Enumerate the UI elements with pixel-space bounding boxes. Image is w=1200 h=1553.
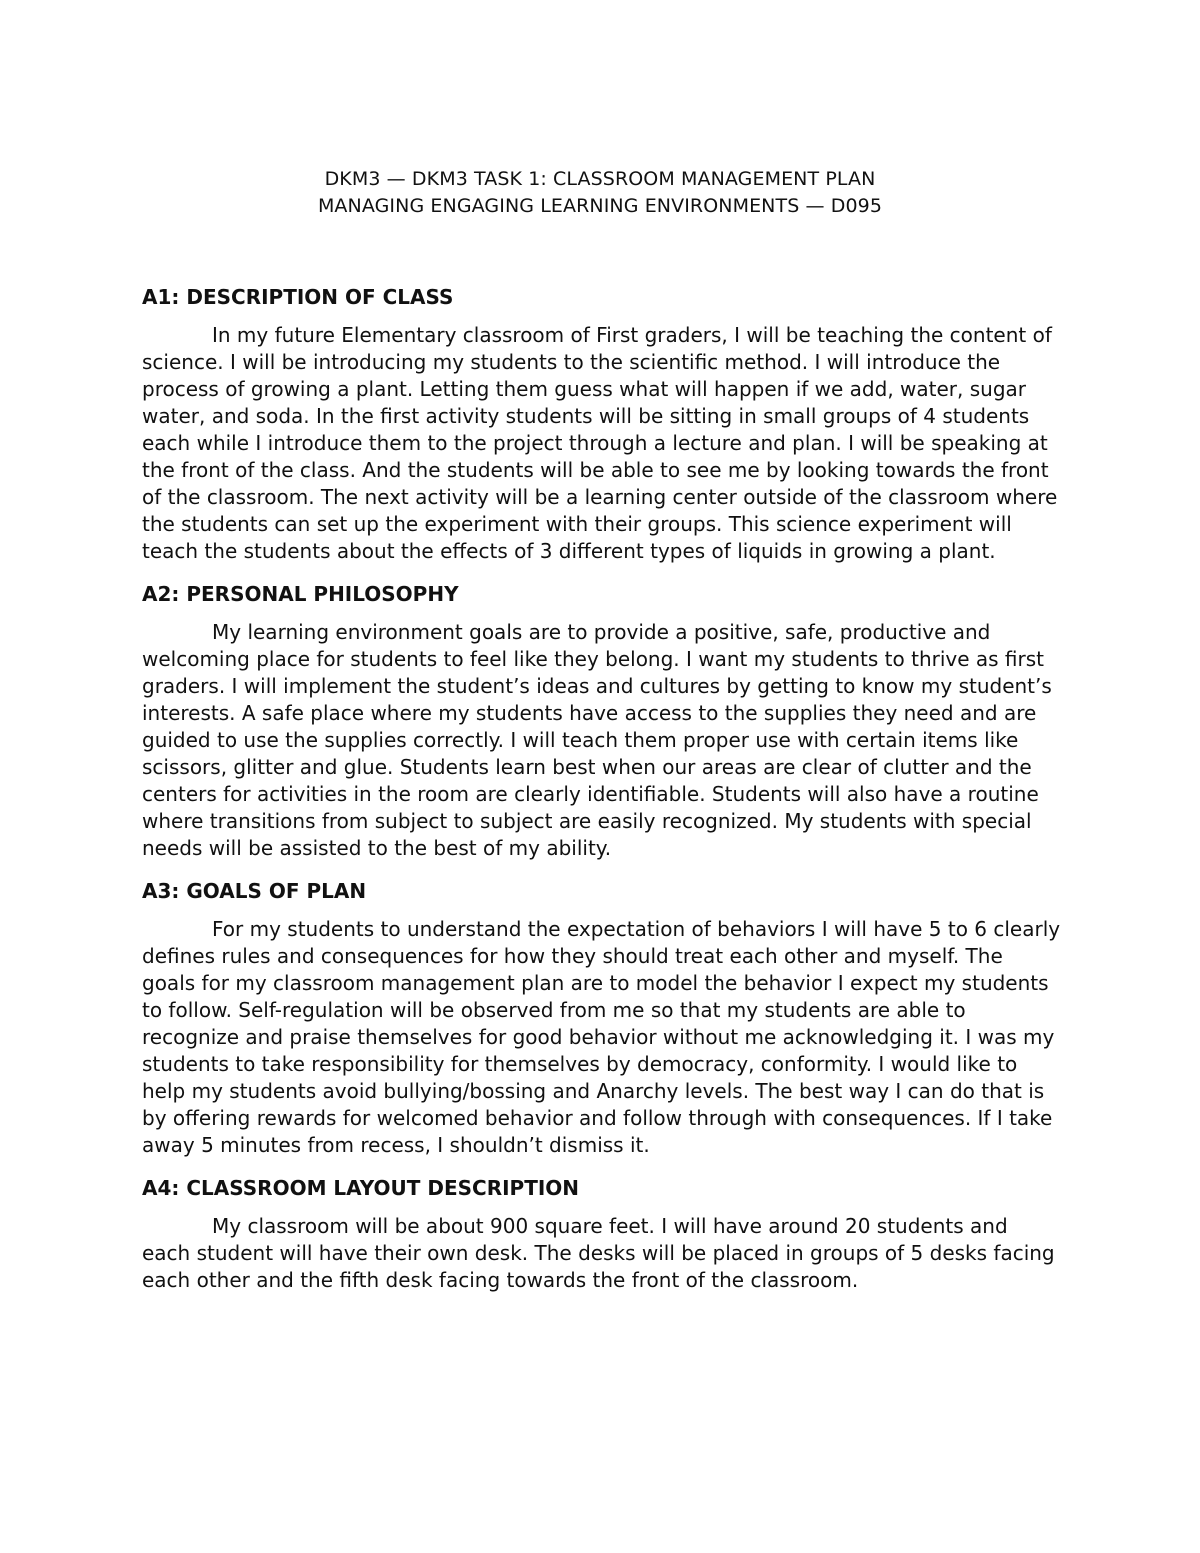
document-body	[142, 283, 1062, 1309]
section-heading: A1: DESCRIPTION OF CLASS	[142, 285, 454, 309]
document-header	[0, 166, 1200, 220]
section-paragraph: My classroom will be about 900 square feet. I will have around 20 students and each student will have their own desk. The desks will be placed in groups of 5 desks facing each other and the fifth desk facing towards the front of the classroom.	[142, 1214, 1055, 1292]
section-a4	[142, 1174, 1062, 1294]
section-a2	[142, 580, 1062, 862]
header-line-course-task: DKM3 — DKM3 TASK 1: CLASSROOM MANAGEMENT PLAN	[324, 168, 876, 190]
section-a1	[142, 283, 1062, 565]
section-paragraph: For my students to understand the expectation of behaviors I will have 5 to 6 clearly defines rules and consequences for how they should treat each other and myself. The goals for my classroom management plan are to model the behavior I expect my students to follow. Self-regulation will be observed from me so that my students are able to recognize and praise themselves for good behavior without me acknowledging it. I was my students to take responsibility for themselves by democracy, conformity. I would like to help my students avoid bullying/bossing and Anarchy levels. The best way I can do that is by offering rewards for welcomed behavior and follow through with consequences. If I take away 5 minutes from recess, I shouldn’t dismiss it.	[142, 917, 1061, 1157]
section-heading: A4: CLASSROOM LAYOUT DESCRIPTION	[142, 1176, 580, 1200]
section-paragraph: In my future Elementary classroom of First graders, I will be teaching the content of science. I will be introducing my students to the scientific method. I will introduce the process of growing a plant. Letting them guess what will happen if we add, water, sugar water, and soda. In the first activity students will be sitting in small groups of 4 students each while I introduce them to the project through a lecture and plan. I will be speaking at the front of the class. And the students will be able to see me by looking towards the front of the classroom. The next activity will be a learning center outside of the classroom where the students can set up the experiment with their groups. This science experiment will teach the students about the effects of 3 different types of liquids in growing a plant.	[142, 323, 1058, 563]
header-line-course-title: MANAGING ENGAGING LEARNING ENVIRONMENTS — D095	[317, 195, 883, 217]
section-heading: A3: GOALS OF PLAN	[142, 879, 367, 903]
section-paragraph: My learning environment goals are to provide a positive, safe, productive and welcoming place for students to feel like they belong. I want my students to thrive as first graders. I will implement the student’s ideas and cultures by getting to know my student’s interests. A safe place where my students have access to the supplies they need and are guided to use the supplies correctly. I will teach them proper use with certain items like scissors, glitter and glue. Students learn best when our areas are clear of clutter and the centers for activities in the room are clearly identifiable. Students will also have a routine where transitions from subject to subject are easily recognized. My students with special needs will be assisted to the best of my ability.	[142, 620, 1052, 860]
section-heading: A2: PERSONAL PHILOSOPHY	[142, 582, 459, 606]
section-a3	[142, 877, 1062, 1159]
